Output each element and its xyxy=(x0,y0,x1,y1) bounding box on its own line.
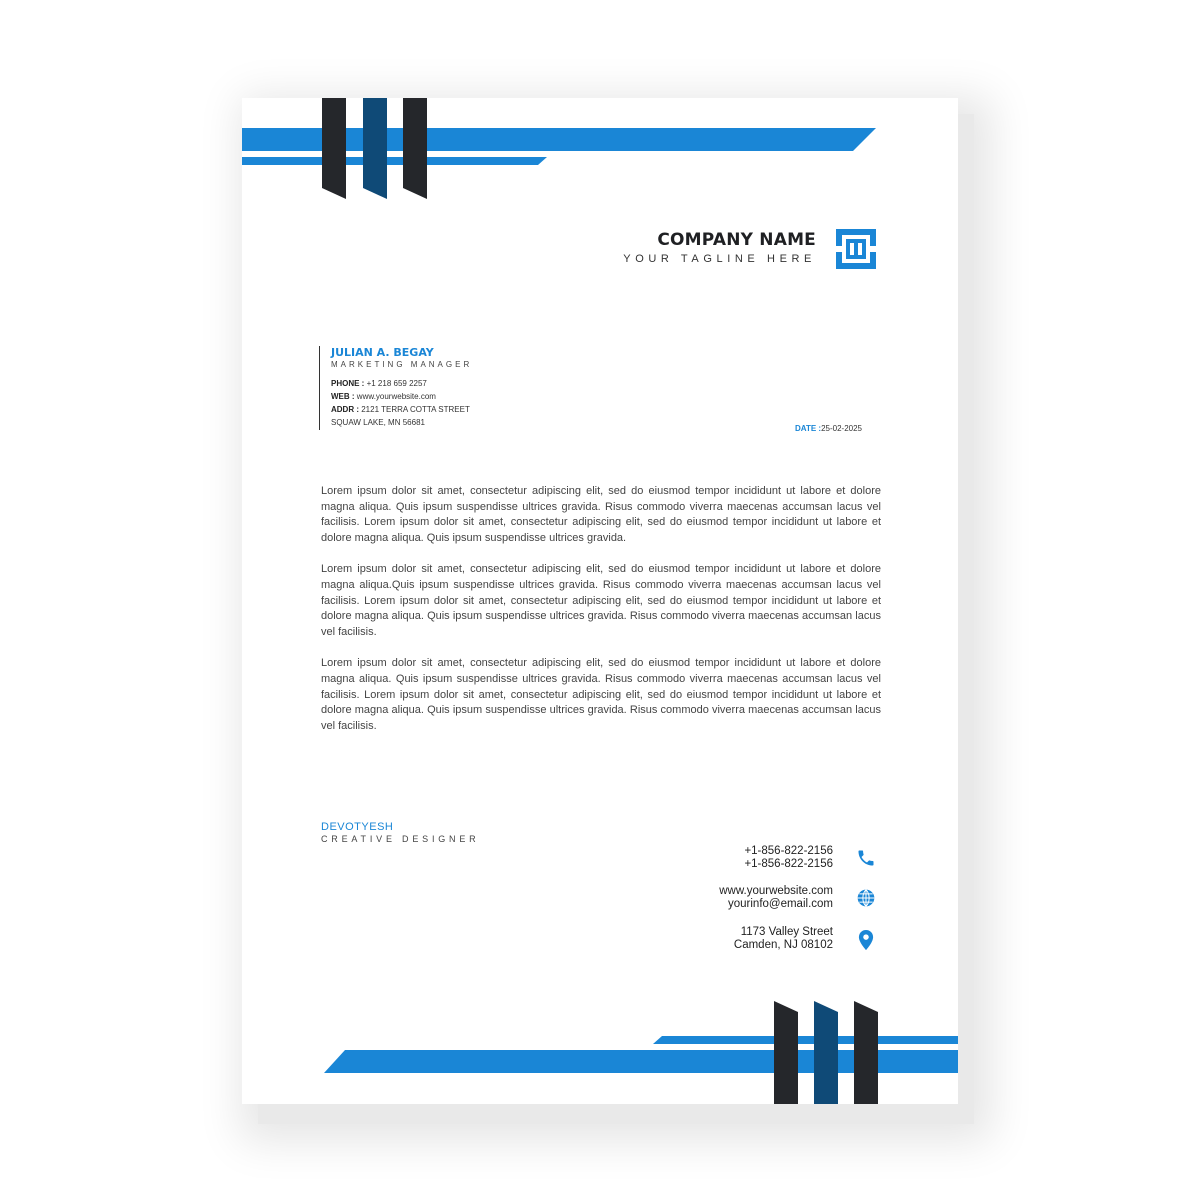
company-block xyxy=(572,230,816,265)
footer-stripe-thin xyxy=(653,1036,958,1044)
signer-title: CREATIVE DESIGNER xyxy=(321,834,480,844)
phone-icon xyxy=(856,848,876,868)
body-paragraph: Lorem ipsum dolor sit amet, consectetur adipiscing elit, sed do eiusmod tempor incididunt ut labore et dolore magna aliqua. Quis ipsum suspendisse ultrices gravida. Risus commodo viverra maecenas accumsan lacus vel facilisis. Lorem ipsum dolor sit amet, consectetur adipiscing elit, sed do eiusmod tempor incididunt ut labore et dolore magna aliqua. Quis ipsum suspendisse ultrices gravida. xyxy=(321,485,881,545)
letterhead-page xyxy=(242,98,958,1104)
sender-addr-line2: SQUAW LAKE, MN 56681 xyxy=(331,418,425,427)
date-line xyxy=(795,424,862,433)
location-pin-icon xyxy=(856,929,876,951)
sender-addr-line1: 2121 TERRA COTTA STREET xyxy=(361,405,470,414)
date-value: 25-02-2025 xyxy=(821,424,862,433)
contact-city: Camden, NJ 08102 xyxy=(733,939,833,951)
header-bar-2 xyxy=(363,98,387,171)
sender-block xyxy=(319,346,472,430)
sender-name: JULIAN A. BEGAY xyxy=(331,346,434,359)
sender-phone-row xyxy=(331,377,472,390)
sender-info xyxy=(331,377,472,429)
globe-icon xyxy=(856,888,876,908)
signature-block xyxy=(321,821,479,844)
contact-phone-2: +1-856-822-2156 xyxy=(744,858,833,870)
company-tagline: YOUR TAGLINE HERE xyxy=(623,253,816,265)
footer-bar-1 xyxy=(774,1001,798,1104)
footer-bar-2 xyxy=(814,1001,838,1104)
contact-street: 1173 Valley Street xyxy=(740,926,833,938)
sender-phone: +1 218 659 2257 xyxy=(366,379,427,388)
web-label: WEB : xyxy=(331,392,355,401)
sender-web: www.yourwebsite.com xyxy=(356,392,436,401)
signer-name: DEVOTYESH xyxy=(321,821,394,833)
company-name: COMPANY NAME xyxy=(657,230,816,250)
company-logo-icon xyxy=(836,229,876,269)
contact-address xyxy=(734,926,833,952)
date-label: DATE : xyxy=(795,424,822,433)
contact-website: www.yourwebsite.com xyxy=(719,885,833,897)
addr-label: ADDR : xyxy=(331,405,359,414)
contact-phone-1: +1-856-822-2156 xyxy=(744,845,833,857)
contact-email: yourinfo@email.com xyxy=(728,898,833,910)
contact-web xyxy=(719,885,833,911)
footer-bar-3 xyxy=(854,1001,878,1104)
sender-addr-row xyxy=(331,403,472,416)
letter-body xyxy=(321,484,881,750)
header-stripe-thin xyxy=(242,157,547,165)
body-paragraph: Lorem ipsum dolor sit amet, consectetur adipiscing elit, sed do eiusmod tempor incididunt ut labore et dolore magna aliqua.Quis ipsum suspendisse ultrices gravida. Risus commodo viverra maecenas accumsan lacus vel facilisis. Lorem ipsum dolor sit amet, consectetur adipiscing elit, sed do eiusmod tempor incididunt ut labore et dolore magna aliqua. Quis ipsum suspendisse ultrices gravida. Risus commodo viverra maecenas accumsan lacus vel facilisis. xyxy=(321,563,881,639)
contact-phones xyxy=(744,845,833,871)
header-bar-3 xyxy=(363,171,387,199)
header-bar-1 xyxy=(322,98,346,199)
phone-label: PHONE : xyxy=(331,379,365,388)
body-paragraph: Lorem ipsum dolor sit amet, consectetur adipiscing elit, sed do eiusmod tempor incididunt ut labore et dolore magna aliqua. Quis ipsum suspendisse ultrices gravida. Risus commodo viverra maecenas accumsan lacus vel facilisis. Lorem ipsum dolor sit amet, consectetur adipiscing elit, sed do eiusmod tempor incididunt ut labore et dolore magna aliqua. Quis ipsum suspendisse ultrices gravida. Risus commodo viverra maecenas accumsan lacus vel facilisis. xyxy=(321,657,881,733)
sender-web-row xyxy=(331,390,472,403)
sender-title: MARKETING MANAGER xyxy=(331,360,473,369)
header-bar-4 xyxy=(403,98,427,199)
